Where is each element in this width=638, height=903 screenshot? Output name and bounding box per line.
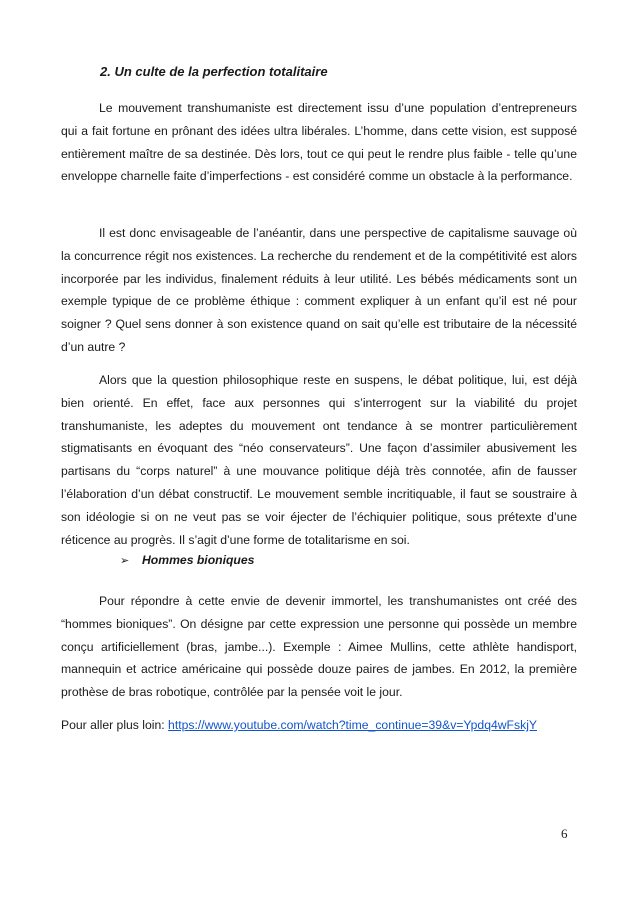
arrow-bullet-icon: ➢ bbox=[120, 555, 130, 567]
section-heading: 2. Un culte de la perfection totalitaire bbox=[100, 64, 328, 79]
subsection-label: Hommes bioniques bbox=[142, 553, 255, 567]
paragraph-2: Il est donc envisageable de l’anéantir, dans une perspective de capitalisme sauvage où la concurrence régit nos existences. La recherche du rendement et de la compétitivité est alors incorporée par les individus, finalement réduits à leur utilité. Les bébés médicaments sont un exemple typique de ce problème éthique : comment expliquer à un enfant qu’il est né pour soigner ? Quel sens donner à son existence quand on sait qu’elle est tributaire de la nécessité d’un autre ? bbox=[61, 226, 577, 354]
paragraph-4: Pour répondre à cette envie de devenir immortel, les transhumanistes ont créé des “hommes bioniques”. On désigne par cette expression une personne qui possède un membre conçu artificiellement (bras, jambe...). Exemple : Aimee Mullins, cette athlète handisport, mannequin et actrice américaine qui possède douze paires de jambes. En 2012, la première prothèse de bras robotique, contrôlée par la pensée voit le jour. bbox=[61, 594, 577, 700]
youtube-link[interactable]: https://www.youtube.com/watch?time_continue=39&v=Ypdq4wFskjY bbox=[168, 718, 538, 732]
page-number: 6 bbox=[561, 826, 568, 841]
paragraph-3: Alors que la question philosophique reste en suspens, le débat politique, lui, est déjà bien orienté. En effet, face aux personnes qui s’interrogent sur la viabilité du projet transhumaniste, les adeptes du mouvement ont tendance à se montrer particulièrement stigmatisants en évoquant des “néo conservateurs”. Une façon d’assimiler abusivement les partisans du “corps naturel” à une mouvance politique déjà très connotée, afin de fausser l’élaboration d’un débat constructif. Le mouvement semble incritiquable, il faut se soustraire à son idéologie si on ne veut pas se voir éjecter de l’échiquier politique, sous prétexte d’une réticence au progrès. Il s’agit d’une forme de totalitarisme en soi. bbox=[61, 373, 577, 547]
paragraph-1: Le mouvement transhumaniste est directement issu d’une population d’entrepreneurs qui a fait fortune en prônant des idées ultra libérales. L’homme, dans cette vision, est supposé entièrement maître de sa destinée. Dès lors, tout ce qui peut le rendre plus faible - telle qu’une enveloppe charnelle faite d’imperfections - est considéré comme un obstacle à la performance. bbox=[61, 101, 577, 184]
further-reading-prefix: Pour aller plus loin: bbox=[61, 718, 169, 732]
further-reading bbox=[61, 718, 537, 732]
subsection-heading bbox=[120, 553, 254, 567]
